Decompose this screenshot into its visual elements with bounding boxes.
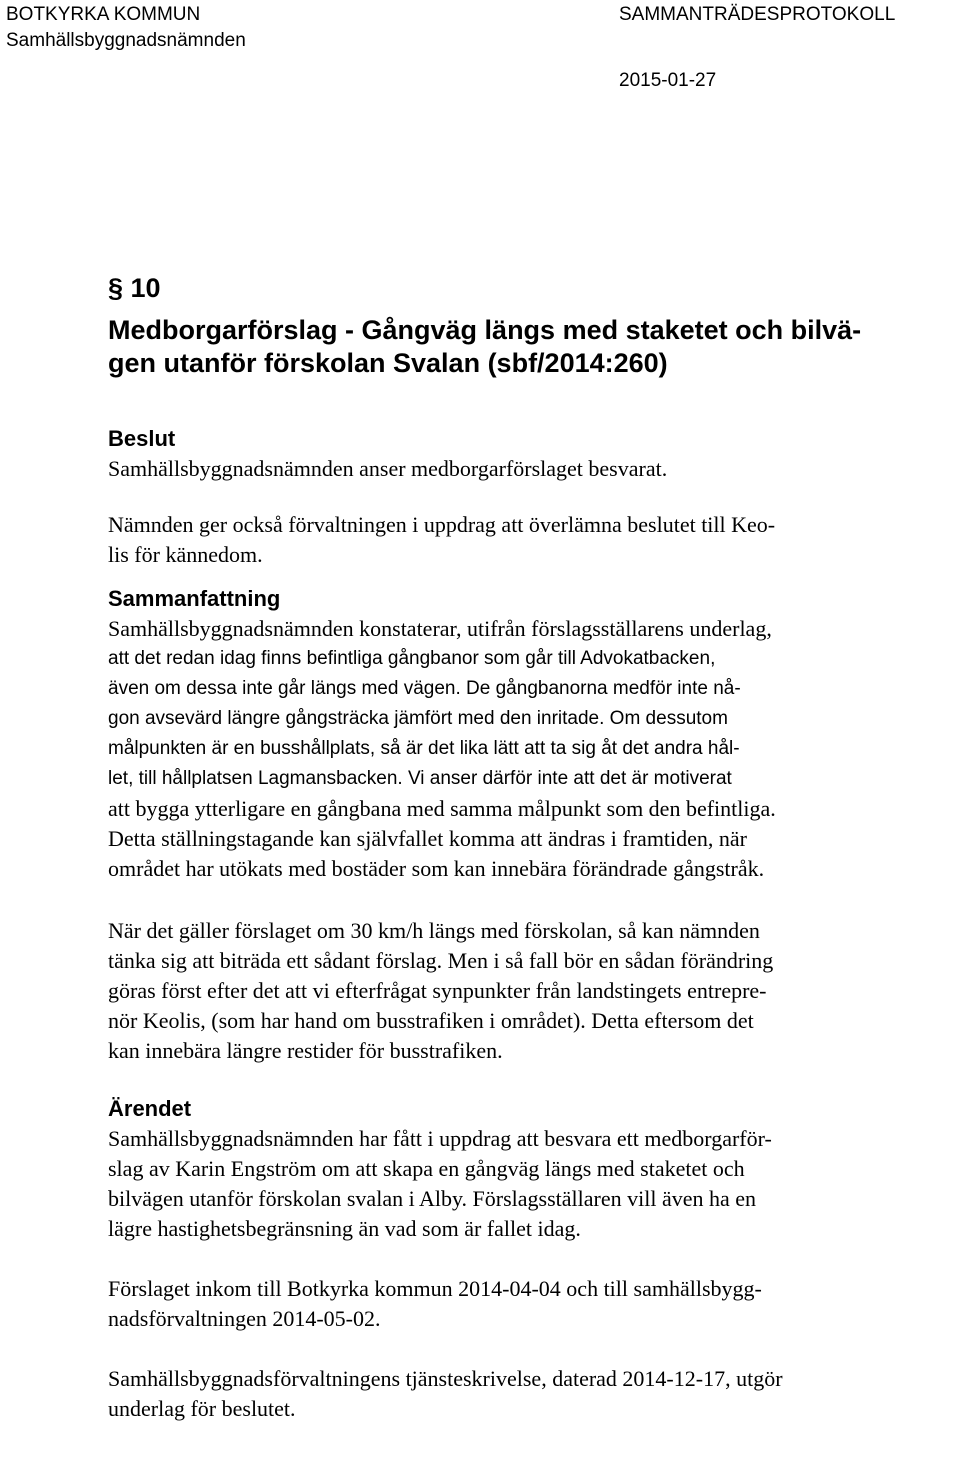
decision-paragraph <box>108 510 948 570</box>
municipality-name: BOTKYRKA KOMMUN <box>6 4 201 25</box>
text-line: nadsförvaltningen 2014-05-02. <box>108 1306 381 1331</box>
paragraph-number: § 10 <box>108 273 161 303</box>
text-line: Samhällsbyggnadsnämnden anser medborgarförslaget besvarat. <box>108 456 668 481</box>
case-paragraph <box>108 1364 948 1424</box>
summary-heading: Sammanfattning <box>108 586 281 611</box>
decision-heading: Beslut <box>108 426 176 451</box>
document-body <box>108 270 948 1424</box>
summary-section <box>108 584 948 1066</box>
text-line: lägre hastighetsbegränsning än vad som är fallet idag. <box>108 1216 581 1241</box>
case-paragraph <box>108 1124 948 1244</box>
title-line: gen utanför förskolan Svalan (sbf/2014:260) <box>108 348 668 378</box>
text-line: slag av Karin Engström om att skapa en gångväg längs med staketet och <box>108 1156 745 1181</box>
text-line: bilvägen utanför förskolan svalan i Alby. Förslagsställaren vill även ha en <box>108 1186 757 1211</box>
text-line: let, till hållplatsen Lagmansbacken. Vi anser därför inte att det är motiverat <box>108 768 732 789</box>
text-line: Förslaget inkom till Botkyrka kommun 2014-04-04 och till samhällsbygg- <box>108 1276 762 1301</box>
organization-block <box>6 2 246 54</box>
committee-name: Samhällsbyggnadsnämnden <box>6 30 246 51</box>
summary-paragraph <box>108 614 948 884</box>
page-header <box>0 0 960 100</box>
summary-paragraph <box>108 916 948 1066</box>
text-line: gon avsevärd längre gångsträcka jämfört med den inritade. Om dessutom <box>108 708 728 729</box>
matter-title <box>108 314 948 380</box>
text-line: Detta ställningstagande kan självfallet komma att ändras i framtiden, när <box>108 826 748 851</box>
text-line: lis för kännedom. <box>108 542 263 567</box>
text-line: även om dessa inte går längs med vägen. De gångbanorna medför inte nå- <box>108 678 741 699</box>
meeting-date: 2015-01-27 <box>619 70 717 91</box>
text-line: Samhällsbyggnadsförvaltningens tjänsteskrivelse, daterad 2014-12-17, utgör <box>108 1366 783 1391</box>
text-line: kan innebära längre restider för busstrafiken. <box>108 1038 503 1063</box>
text-line: att det redan idag finns befintliga gångbanor som går till Advokatbacken, <box>108 648 716 669</box>
case-paragraph <box>108 1274 948 1334</box>
title-line: Medborgarförslag - Gångväg längs med staketet och bilvä- <box>108 315 862 345</box>
text-line: området har utökats med bostäder som kan innebära förändrade gångstråk. <box>108 856 765 881</box>
case-heading: Ärendet <box>108 1096 192 1121</box>
text-line: målpunkten är en busshållplats, så är det lika lätt att ta sig åt det andra hål- <box>108 738 740 759</box>
text-line: att bygga ytterligare en gångbana med samma målpunkt som den befintliga. <box>108 796 776 821</box>
text-line: Nämnden ger också förvaltningen i uppdrag att överlämna beslutet till Keo- <box>108 512 776 537</box>
text-line: Samhällsbyggnadsnämnden har fått i uppdrag att besvara ett medborgarför- <box>108 1126 772 1151</box>
decision-section <box>108 424 948 570</box>
decision-paragraph <box>108 454 948 484</box>
text-line: nör Keolis, (som har hand om busstrafiken i området). Detta eftersom det <box>108 1008 754 1033</box>
case-section <box>108 1094 948 1424</box>
text-line: göras först efter det att vi efterfrågat synpunkter från landstingets entrepre- <box>108 978 767 1003</box>
text-line: underlag för beslutet. <box>108 1396 296 1421</box>
text-line: När det gäller förslaget om 30 km/h längs med förskolan, så kan nämnden <box>108 918 760 943</box>
document-type: SAMMANTRÄDESPROTOKOLL <box>619 4 896 25</box>
text-line: Samhällsbyggnadsnämnden konstaterar, utifrån förslagsställarens underlag, <box>108 616 772 641</box>
text-line: tänka sig att biträda ett sådant förslag. Men i så fall bör en sådan förändring <box>108 948 774 973</box>
